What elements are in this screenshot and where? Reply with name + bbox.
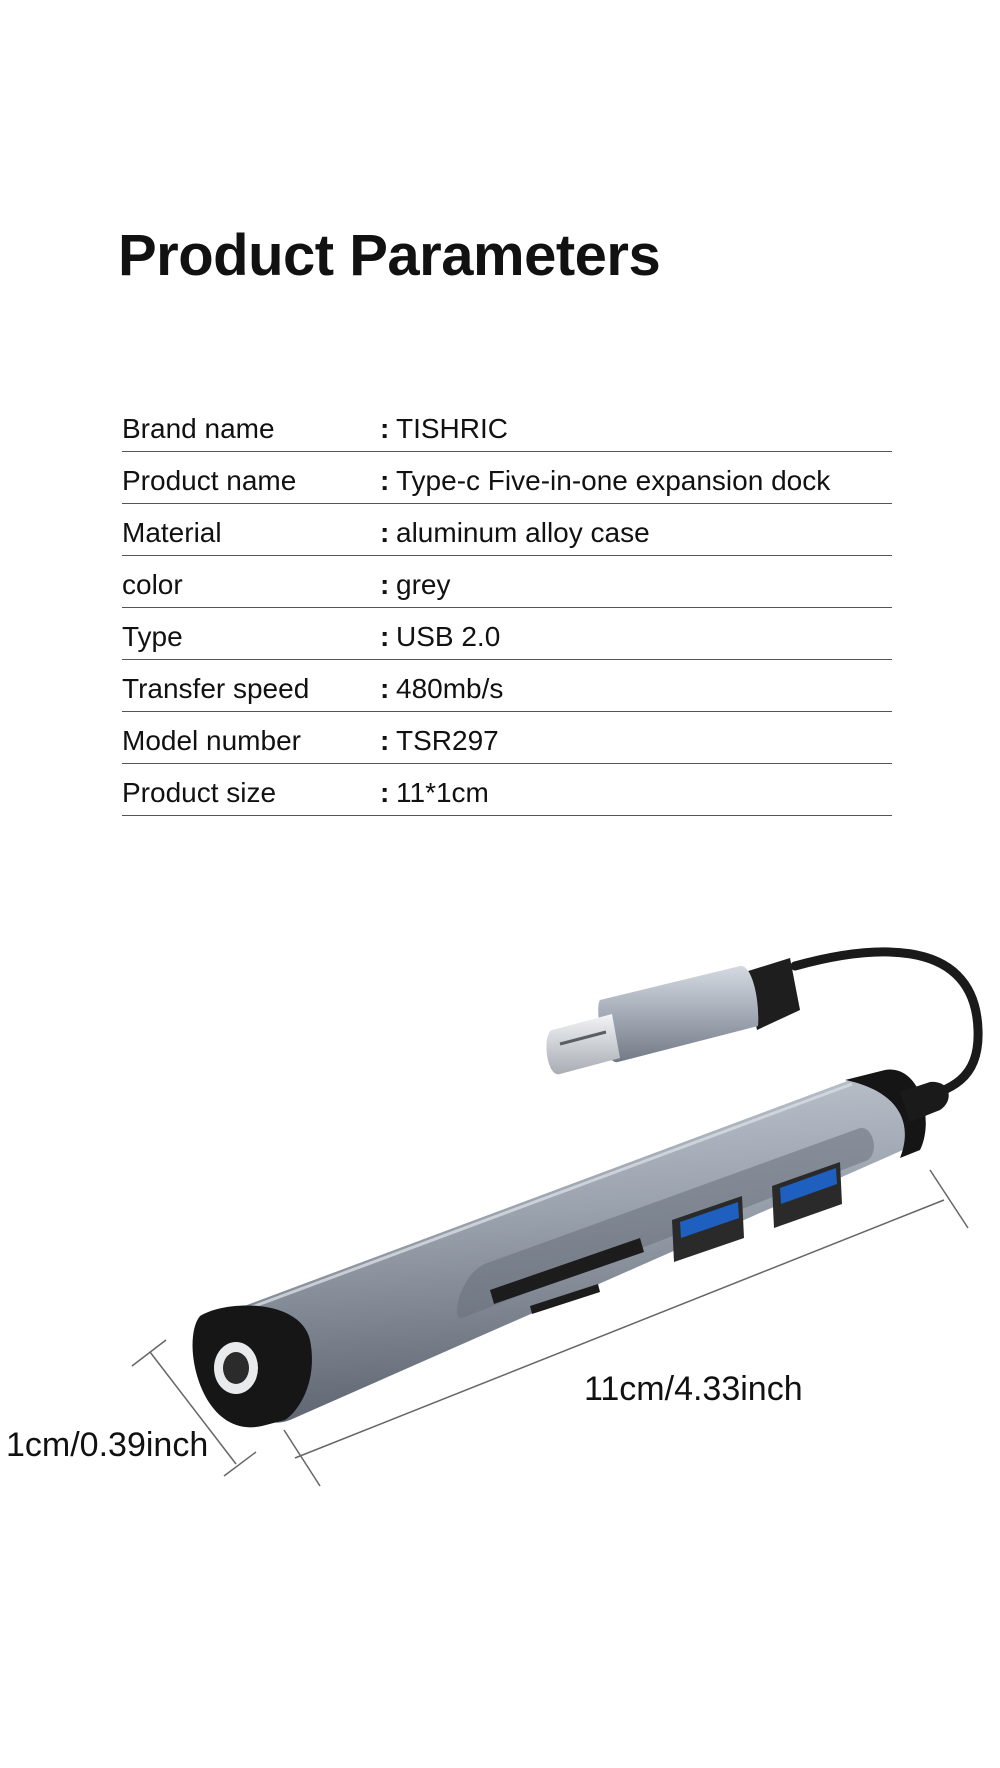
hub-body: [193, 1070, 949, 1428]
param-value: TISHRIC: [396, 413, 508, 444]
param-colon: :: [380, 569, 390, 600]
param-row-color: [122, 556, 892, 608]
param-label: Product size: [122, 777, 277, 808]
param-value: 480mb/s: [396, 673, 504, 704]
parameters-table: [122, 400, 892, 816]
param-colon: :: [380, 413, 390, 444]
param-row-product-size: [122, 764, 892, 816]
param-value: 11*1cm: [396, 777, 489, 808]
param-value: Type-c Five-in-one expansion dock: [396, 465, 831, 496]
param-row-material: [122, 504, 892, 556]
length-label: 11cm/4.33inch: [584, 1370, 803, 1408]
param-value: grey: [396, 569, 451, 600]
param-colon: :: [380, 725, 390, 756]
param-row-product-name: [122, 452, 892, 504]
width-label: 1cm/0.39inch: [6, 1426, 209, 1464]
param-row-model-number: [122, 712, 892, 764]
param-value: aluminum alloy case: [396, 517, 650, 548]
param-colon: :: [380, 465, 390, 496]
param-row-transfer-speed: [122, 660, 892, 712]
param-colon: :: [380, 517, 390, 548]
param-colon: :: [380, 777, 390, 808]
type-c-plug: [546, 958, 800, 1074]
param-colon: :: [380, 621, 390, 652]
param-label: Brand name: [122, 413, 275, 444]
param-label: Model number: [122, 725, 301, 756]
param-label: Product name: [122, 465, 297, 496]
param-value: TSR297: [396, 725, 499, 756]
page-title: Product Parameters: [118, 223, 661, 288]
param-label: color: [122, 569, 183, 600]
param-row-type: [122, 608, 892, 660]
param-label: Transfer speed: [122, 673, 310, 704]
param-label: Material: [122, 517, 222, 548]
param-value: USB 2.0: [396, 621, 501, 652]
audio-jack: [193, 1305, 312, 1427]
param-row-brand: [122, 400, 892, 452]
param-label: Type: [122, 621, 183, 652]
param-colon: :: [380, 673, 390, 704]
